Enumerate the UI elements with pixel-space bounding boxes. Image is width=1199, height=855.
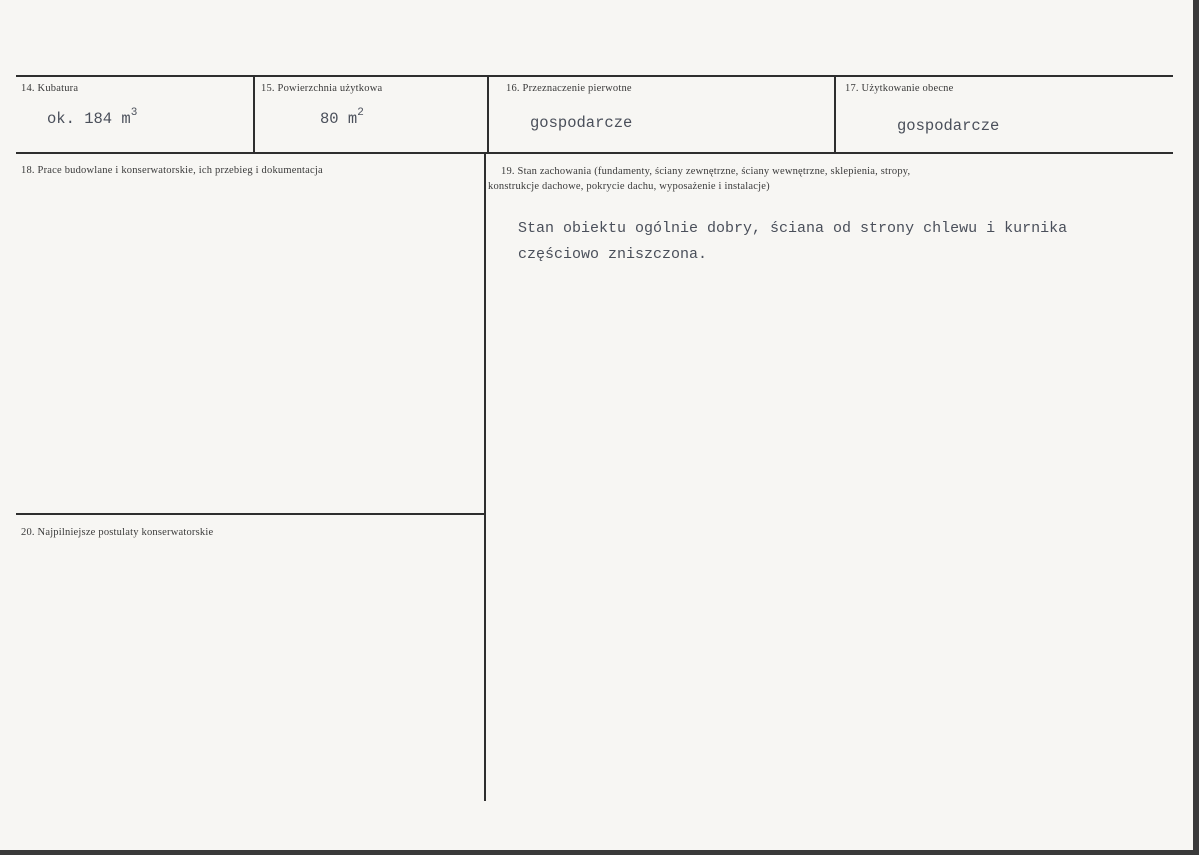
divider-15-16: [487, 76, 489, 152]
scan-edge-bottom: [0, 850, 1199, 855]
field-14-label: 14. Kubatura: [21, 83, 79, 94]
header-bottom-rule: [16, 152, 1173, 154]
field-19-value-line-2: częściowo zniszczona.: [518, 246, 708, 263]
field-15-label: 15. Powierzchnia użytkowa: [261, 83, 383, 94]
field-19-label-line-2: konstrukcje dachowe, pokrycie dachu, wyposażenie i instalacje): [488, 181, 770, 192]
field-14-value: [47, 107, 138, 128]
field-15-value-text: 80 m: [320, 110, 358, 128]
field-20-label: 20. Najpilniejsze postulaty konserwatorskie: [21, 527, 214, 538]
field-19-label-line-1: 19. Stan zachowania (fundamenty, ściany zewnętrzne, ściany wewnętrzne, sklepienia, stropy,: [501, 166, 911, 177]
field-15-value: [320, 107, 364, 128]
top-rule: [16, 75, 1173, 77]
scan-edge-right: [1193, 0, 1199, 855]
field-19-value-line-1: Stan obiektu ogólnie dobry, ściana od strony chlewu i kurnika: [518, 220, 1068, 237]
divider-14-15: [253, 76, 255, 152]
center-divider: [484, 153, 486, 801]
field-16-label: 16. Przeznaczenie pierwotne: [506, 83, 632, 94]
field-18-label: 18. Prace budowlane i konserwatorskie, ich przebieg i dokumentacja: [21, 165, 323, 176]
field-15-exponent: 2: [357, 107, 364, 119]
field-14-value-text: ok. 184 m: [47, 110, 131, 128]
field-16-value: gospodarcze: [530, 114, 633, 132]
section-18-20-rule: [16, 513, 485, 515]
field-14-exponent: 3: [130, 107, 138, 119]
field-17-value: gospodarcze: [897, 117, 1000, 135]
field-17-label: 17. Użytkowanie obecne: [845, 83, 954, 94]
divider-16-17: [834, 76, 836, 152]
